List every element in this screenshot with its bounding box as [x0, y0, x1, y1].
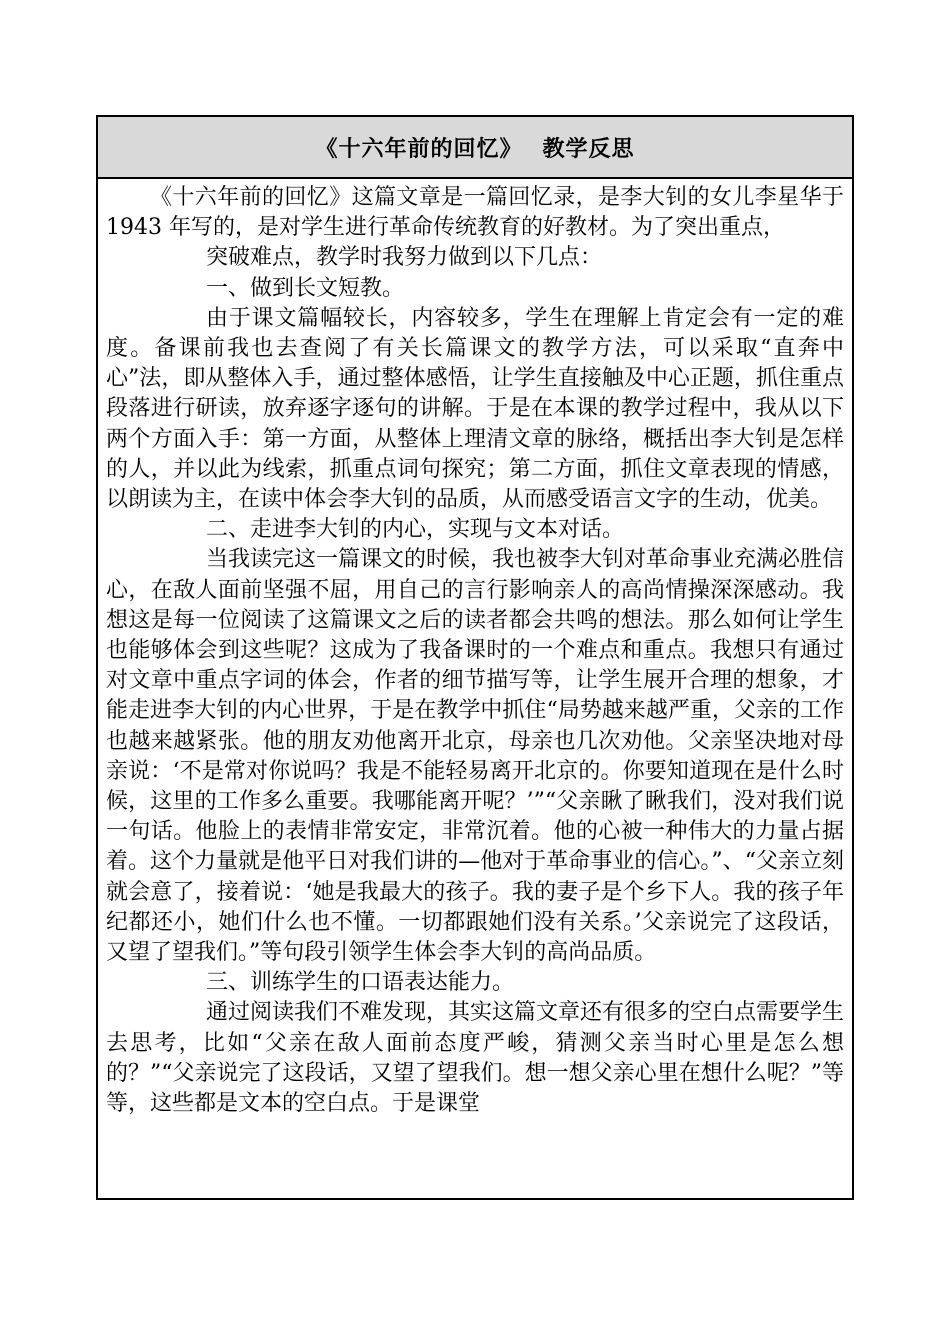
- section-heading-3: 三、训练学生的口语表达能力。: [206, 970, 515, 996]
- paragraph-overview: 突破难点，教学时我努力做到以下几点：: [206, 245, 603, 271]
- paragraph-section-3: 通过阅读我们不难发现，其实这篇文章还有很多的空白点需要学生去思考，比如“父亲在敌人面前态度严峻，猜测父亲当时心里是怎么想的？”“父亲说完了这段话，又望了望我们。想一想父亲心里在想什么呢？”等等，这些都是文本的空白点。于是课堂: [106, 1000, 845, 1117]
- reflection-table: [96, 115, 854, 1200]
- paragraph-section-2: 当我读完这一篇课文的时候，我也被李大钊对革命事业充满必胜信心，在敌人面前坚强不屈，用自己的言行影响亲人的高尚情操深深感动。我想这是每一位阅读了这篇课文之后的读者都会共鸣的想法。那么如何让学生也能够体会到这些呢？这成为了我备课时的一个难点和重点。我想只有通过对文章中重点字词的体会，作者的细节描写等，让学生展开合理的想象，才能走进李大钊的内心世界，于是在教学中抓住“局势越来越严重，父亲的工作也越来越紧张。他的朋友劝他离开北京，母亲也几次劝他。父亲坚决地对母亲说：‘不是常对你说吗？我是不能轻易离开北京的。你要知道现在是什么时候，这里的工作多么重要。我哪能离开呢？’”“父亲瞅了瞅我们，没对我们说一句话。他脸上的表情非常安定，非常沉着。他的心被一种伟大的力量占据着。这个力量就是他平日对我们讲的—他对于革命事业的信心。”、“父亲立刻就会意了，接着说：‘她是我最大的孩子。我的妻子是个乡下人。我的孩子年纪都还小，她们什么也不懂。一切都跟她们没有关系。’父亲说完了这段话，又望了望我们。”等句段引领学生体会李大钊的高尚品质。: [106, 547, 845, 966]
- document-subtitle: 教学反思: [542, 136, 635, 162]
- document-title: 《十六年前的回忆》: [315, 136, 523, 162]
- table-body: [98, 179, 852, 1119]
- paragraph-section-1: 由于课文篇幅较长，内容较多，学生在理解上肯定会有一定的难度。备课前我也去查阅了有关长篇课文的教学方法，可以采取“直奔中心”法，即从整体入手，通过整体感悟，让学生直接触及中心正题，抓住重点段落进行研读，放弃逐字逐句的讲解。于是在本课的教学过程中，我从以下两个方面入手：第一方面，从整体上理清文章的脉络，概括出李大钊是怎样的人，并以此为线索，抓重点词句探究；第二方面，抓住文章表现的情感，以朗读为主，在读中体会李大钊的品质，从而感受语言文字的生动，优美。: [106, 305, 844, 513]
- section-heading-2: 二、走进李大钊的内心，实现与文本对话。: [206, 517, 625, 543]
- table-header: [98, 117, 852, 179]
- section-heading-1: 一、做到长文短教。: [206, 275, 405, 301]
- paragraph-intro: 《十六年前的回忆》这篇文章是一篇回忆录，是李大钊的女儿李星华于 1943 年写的，是对学生进行革命传统教育的好教材。为了突出重点，: [106, 185, 844, 241]
